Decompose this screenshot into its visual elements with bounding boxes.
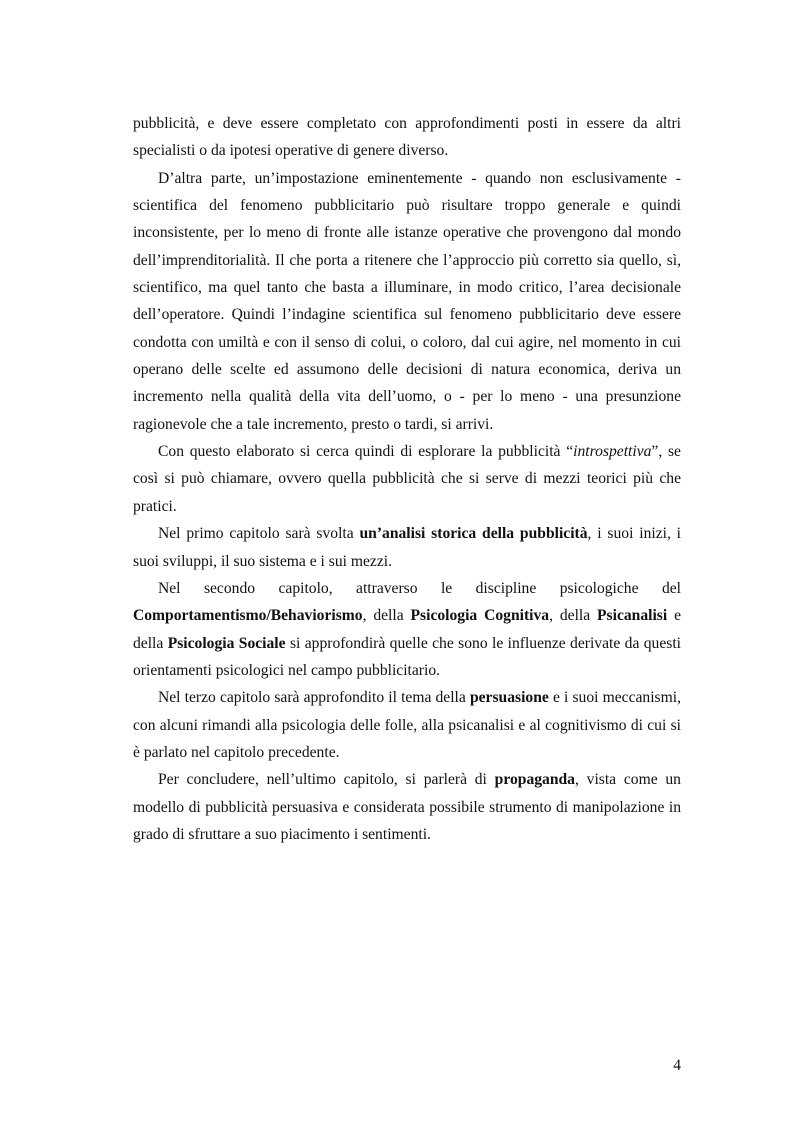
emphasis-bold: Psicanalisi bbox=[597, 607, 668, 625]
page-number: 4 bbox=[673, 1057, 681, 1074]
emphasis-bold: Psicologia Cognitiva bbox=[410, 607, 550, 625]
text-run: Nel terzo capitolo sarà approfondito il tema della bbox=[158, 689, 470, 707]
emphasis-bold: Psicologia Sociale bbox=[167, 634, 286, 652]
paragraph-introspective-advertising bbox=[133, 438, 681, 520]
paragraph-continuation bbox=[133, 110, 681, 165]
text-run: Nel primo capitolo sarà svolta bbox=[158, 525, 360, 543]
paragraph-chapter-two bbox=[133, 575, 681, 684]
text-run: Con questo elaborato si cerca quindi di esplorare la pubblicità “ bbox=[158, 443, 574, 461]
emphasis-bold: un’analisi storica della pubblicità bbox=[359, 525, 588, 543]
text-run: , della bbox=[549, 607, 598, 625]
emphasis-bold: propaganda bbox=[494, 771, 575, 789]
page-body bbox=[133, 110, 681, 848]
emphasis-bold: Comportamentismo/Behaviorismo bbox=[133, 607, 363, 625]
paragraph-chapter-three bbox=[133, 684, 681, 766]
paragraph-scientific-approach bbox=[133, 165, 681, 438]
text-run: D’altra parte, un’impostazione eminentemente - quando non esclusivamente - scientifica del fenomeno pubblicitario può risultare troppo generale e quindi inconsistente, per lo meno di fronte alle istanze operative che provengono dal mondo dell’imprenditorialità. Il che porta a ritenere che l’approccio più corretto sia quello, sì, scientifico, ma quel tanto che basta a illuminare, in modo critico, l’area decisionale dell’operatore. Quindi l’indagine scientifica sul fenomeno pubblicitario deve essere condotta con umiltà e con il senso di colui, o coloro, dal cui agire, nel momento in cui operano delle scelte ed assumono delle decisioni di natura economica, deriva un incremento nella qualità della vita dell’uomo, o - per lo meno - una presunzione ragionevole che a tale incremento, presto o tardi, si arrivi. bbox=[133, 169, 681, 433]
text-run: , i suoi inizi, i suoi sviluppi, il suo sistema e i sui mezzi. bbox=[133, 525, 682, 570]
emphasis-bold: persuasione bbox=[469, 689, 549, 707]
text-run: , della bbox=[362, 607, 411, 625]
text-run: pubblicità, e deve essere completato con approfondimenti posti in essere da altri specialisti o da ipotesi operative di genere diverso. bbox=[133, 115, 681, 160]
text-run: , vista come un modello di pubblicità persuasiva e considerata possibile strumento di manipolazione in grado di sfruttare a suo piacimento i sentimenti. bbox=[133, 771, 681, 843]
text-run: Per concludere, nell’ultimo capitolo, si parlerà di bbox=[158, 771, 495, 789]
text-run: e della bbox=[133, 607, 682, 652]
text-run: si approfondirà quelle che sono le influenze derivate da questi orientamenti psicologici nel campo pubblicitario. bbox=[133, 634, 681, 679]
text-run: Nel secondo capitolo, attraverso le discipline psicologiche del bbox=[158, 579, 681, 597]
text-run: e i suoi meccanismi, con alcuni rimandi alla psicologia delle folle, alla psicanalisi e al cognitivismo di cui si è parlato nel capitolo precedente. bbox=[133, 689, 681, 761]
paragraph-conclusion bbox=[133, 766, 681, 848]
emphasis-italic: introspettiva bbox=[573, 443, 652, 461]
text-run: ”, se così si può chiamare, ovvero quella pubblicità che si serve di mezzi teorici più che pratici. bbox=[133, 443, 681, 515]
paragraph-chapter-one bbox=[133, 520, 681, 575]
